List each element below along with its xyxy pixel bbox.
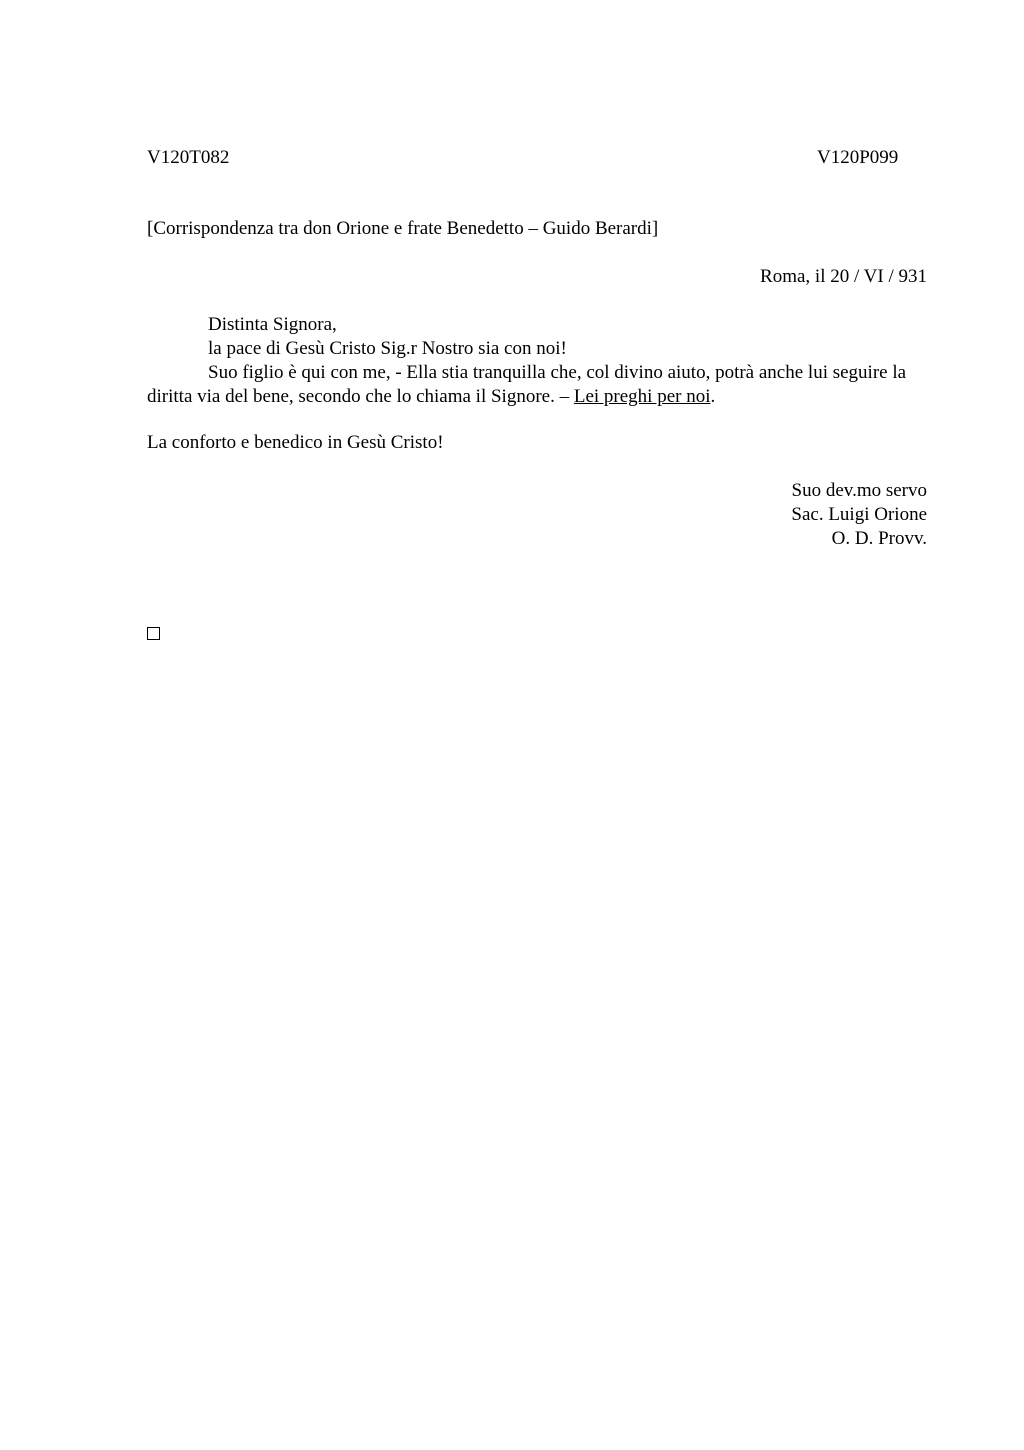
signature-line-3: O. D. Provv. bbox=[831, 528, 927, 549]
letter-paragraph-end: . bbox=[710, 386, 716, 407]
signature-line-2: Sac. Luigi Orione bbox=[791, 504, 927, 525]
document-code-left: V120T082 bbox=[147, 147, 230, 168]
signature-line-1: Suo dev.mo servo bbox=[791, 480, 927, 501]
letter-date: Roma, il 20 / VI / 931 bbox=[760, 266, 927, 287]
letter-paragraph bbox=[147, 361, 927, 409]
letter-closing: La conforto e benedico in Gesù Cristo! bbox=[147, 432, 444, 453]
letter-signature bbox=[791, 479, 927, 551]
document-heading: [Corrispondenza tra don Orione e frate Benedetto – Guido Berardi] bbox=[147, 218, 659, 239]
letter-paragraph-text: Suo figlio è qui con me, - Ella stia tranquilla che, col divino aiuto, potrà anche lui seguire la diritta via del bene, secondo che lo chiama il Signore. – bbox=[147, 362, 907, 407]
letter-salutation: Distinta Signora, bbox=[208, 314, 337, 335]
document-code-right: V120P099 bbox=[817, 147, 899, 168]
checkbox-icon bbox=[147, 627, 160, 640]
letter-greeting: la pace di Gesù Cristo Sig.r Nostro sia con noi! bbox=[208, 338, 567, 359]
letter-body bbox=[147, 313, 927, 409]
letter-underlined-phrase: Lei preghi per noi bbox=[573, 386, 711, 407]
